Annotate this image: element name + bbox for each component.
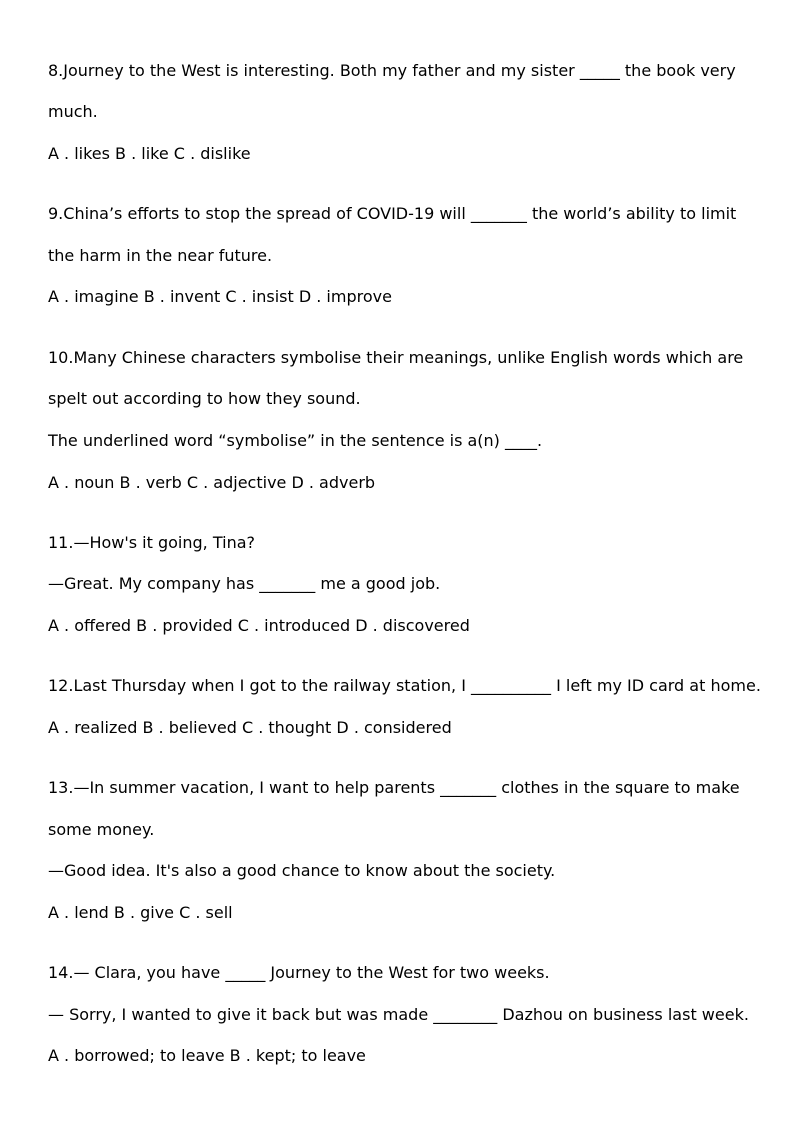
question-13-stem-line-3: —Good idea. It's also a good chance to know about the society.	[48, 861, 556, 880]
question-10-stem-line-3: The underlined word “symbolise” in the sentence is a(n) ____.	[48, 431, 543, 450]
question-8-stem-line-2: much.	[48, 102, 98, 121]
question-11-stem-line-1: 11.—How's it going, Tina?	[48, 533, 255, 552]
question-9-stem-line-1: 9.China’s efforts to stop the spread of COVID-19 will _______ the world’s ability to limit	[48, 204, 737, 223]
question-14-stem-line-2: — Sorry, I wanted to give it back but was made ________ Dazhou on business last week.	[48, 1005, 749, 1024]
question-10-stem-line-1: 10.Many Chinese characters symbolise their meanings, unlike English words which are	[48, 348, 744, 367]
question-11-options: A . offered B . provided C . introduced D . discovered	[48, 616, 470, 635]
question-9-stem-line-2: the harm in the near future.	[48, 246, 273, 265]
question-13-stem-line-2: some money.	[48, 820, 155, 839]
question-14-options: A . borrowed; to leave B . kept; to leave	[48, 1046, 366, 1065]
question-10-stem-line-2: spelt out according to how they sound.	[48, 389, 361, 408]
question-13-options: A . lend B . give C . sell	[48, 903, 233, 922]
question-12-options: A . realized B . believed C . thought D . considered	[48, 718, 452, 737]
question-12-stem-line-1: 12.Last Thursday when I got to the railway station, I __________ I left my ID card at home.	[48, 676, 761, 695]
question-8-options: A . likes B . like C . dislike	[48, 144, 251, 163]
question-8-stem-line-1: 8.Journey to the West is interesting. Both my father and my sister _____ the book very	[48, 61, 736, 80]
question-14-stem-line-1: 14.— Clara, you have _____ Journey to the West for two weeks.	[48, 963, 550, 982]
question-10-options: A . noun B . verb C . adjective D . adverb	[48, 473, 376, 492]
question-11-stem-line-2: —Great. My company has _______ me a good job.	[48, 574, 441, 593]
question-13-stem-line-1: 13.—In summer vacation, I want to help parents _______ clothes in the square to make	[48, 778, 740, 797]
question-9-options: A . imagine B . invent C . insist D . improve	[48, 287, 392, 306]
